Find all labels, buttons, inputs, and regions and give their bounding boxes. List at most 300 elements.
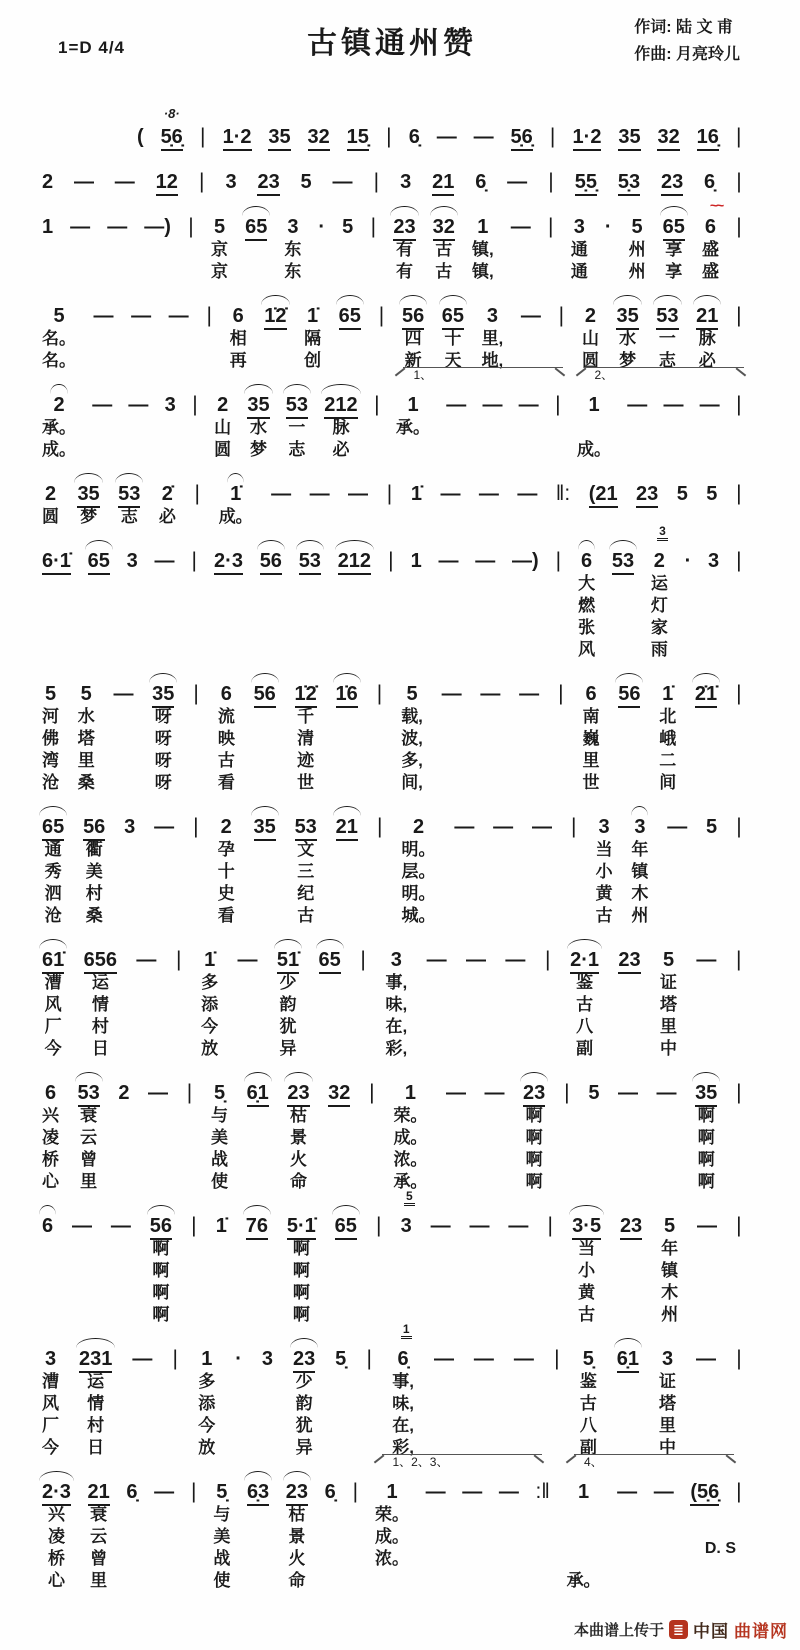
- note-token: 21: [336, 815, 358, 839]
- lyric-syllable: 放: [201, 1039, 219, 1058]
- lyric-syllable: 啊: [152, 1239, 170, 1258]
- lyric-syllable: 镇: [631, 862, 649, 881]
- barline: [200, 125, 206, 149]
- note-column: [124, 815, 135, 927]
- note-column: [400, 170, 411, 194]
- note-token: |: [374, 393, 380, 416]
- note-column: [154, 1480, 174, 1592]
- note-token: |: [736, 1347, 742, 1370]
- note-token: 1: [42, 216, 54, 238]
- note-token: 6̣: [704, 171, 716, 193]
- note-token: —: [510, 216, 531, 238]
- note-token: 1̇6: [336, 682, 358, 706]
- note-column: [247, 393, 269, 461]
- note-token: 6̣: [126, 1481, 138, 1503]
- lyric-syllable: 衰: [80, 1106, 98, 1125]
- note-token: |: [549, 125, 556, 148]
- note-token: |: [736, 304, 742, 327]
- note-column: [144, 215, 171, 283]
- note-column: [393, 1081, 427, 1193]
- note-column: [271, 482, 291, 528]
- lyric-syllable: 使: [213, 1571, 231, 1590]
- note-column: [475, 549, 495, 661]
- note-column: [42, 1081, 59, 1193]
- note-column: [127, 549, 138, 661]
- note-column: [137, 125, 144, 149]
- note-token: |: [360, 948, 366, 971]
- lyric-syllable: 山: [581, 329, 599, 348]
- lyric-syllable: 添: [201, 995, 219, 1014]
- barline: [736, 304, 742, 372]
- note-column: [214, 549, 243, 661]
- note-token: 3: [598, 816, 610, 838]
- note-token: |: [199, 125, 206, 148]
- lyric-syllable: 塔: [660, 995, 678, 1014]
- note-token: 65: [339, 304, 361, 328]
- barline: [736, 393, 742, 461]
- note-token: |: [376, 1214, 382, 1237]
- note-column: [618, 170, 640, 194]
- note-token: —: [663, 394, 684, 416]
- note-column: [128, 393, 148, 461]
- barline: [176, 948, 182, 1060]
- note-token: —: [505, 949, 526, 971]
- lyric-syllable: 兴: [42, 1106, 59, 1125]
- note-column: [612, 549, 634, 661]
- note-token: —: [425, 1481, 446, 1503]
- note-token: 5: [706, 816, 718, 838]
- note-token: —: [436, 126, 457, 148]
- note-token: —: [441, 683, 462, 705]
- note-column: [470, 1214, 490, 1326]
- note-column: [219, 482, 253, 528]
- note-token: —: [114, 171, 135, 193]
- note-column: [475, 170, 486, 194]
- lyric-syllable: 中: [659, 1438, 676, 1457]
- note-token: —: [107, 216, 128, 238]
- note-token: —: [653, 1481, 674, 1503]
- note-column: [155, 549, 175, 661]
- note-column: [577, 368, 614, 461]
- note-token: |: [188, 215, 194, 238]
- header: [42, 8, 742, 104]
- lyric-syllable: 东: [284, 240, 302, 259]
- note-token: 2: [584, 305, 596, 327]
- note-column: [617, 1480, 637, 1592]
- note-token: 1 2、: [588, 393, 599, 417]
- note-token: 2·1: [570, 948, 599, 972]
- lyric-syllable: 黄: [595, 884, 613, 903]
- lyric-syllable: 浓。: [393, 1150, 428, 1169]
- lyric-syllable: 间,: [401, 773, 423, 792]
- note-token: 3: [126, 550, 138, 572]
- note-column: [42, 948, 64, 1060]
- note-token: 6̣1: [247, 1081, 269, 1105]
- note-column: [201, 948, 218, 1060]
- lyric-syllable: 燃: [578, 596, 596, 615]
- lyric-syllable: 梦: [249, 440, 267, 459]
- note-token: (5̣6̣: [690, 1480, 719, 1504]
- barline: [736, 170, 742, 194]
- lyric-syllable: 圆: [42, 507, 59, 526]
- note-token: 6·1̇: [42, 549, 71, 573]
- lyric-syllable: 副: [576, 1039, 594, 1058]
- lyric-syllable: 中: [660, 1039, 678, 1058]
- note-token: 6̣3: [247, 1480, 269, 1504]
- lyric-syllable: 流: [217, 707, 235, 726]
- lyric-syllable: 北: [659, 707, 677, 726]
- note-token: 56: [254, 682, 276, 706]
- note-column: [42, 215, 53, 283]
- note-token: |: [736, 1480, 742, 1503]
- lyric-syllable: 沧: [42, 773, 59, 792]
- note-column: [573, 125, 602, 149]
- note-column: [442, 304, 464, 372]
- note-token: 5̣: [216, 1481, 228, 1503]
- note-token: —: [445, 1082, 466, 1104]
- note-token: |: [736, 482, 742, 505]
- note-token: 2: [220, 816, 232, 838]
- note-token: 3: [287, 216, 299, 238]
- note-column: [696, 304, 718, 372]
- barline: [194, 482, 200, 528]
- note-token: 1·2: [223, 125, 252, 149]
- lyric-syllable: 鉴: [576, 973, 594, 992]
- note-token: 5: [53, 305, 65, 327]
- note-token: 2̇1̇: [695, 682, 717, 706]
- note-token: —: [469, 1215, 490, 1237]
- note-token: 53: [299, 549, 321, 573]
- note-token: 23: [287, 1081, 309, 1105]
- note-column: [427, 948, 447, 1060]
- note-token: 3: [486, 305, 498, 327]
- barline: [736, 549, 742, 661]
- note-token: 23: [286, 1480, 308, 1504]
- lyric-syllable: 成。: [577, 440, 612, 459]
- lyric-syllable: 载,: [401, 707, 423, 726]
- note-token: 35: [77, 482, 99, 506]
- lyric-syllable: 枯: [289, 1106, 307, 1125]
- note-column: [663, 215, 685, 283]
- note-token: 3: [573, 216, 585, 238]
- barline: [191, 549, 197, 661]
- lyric-syllable: 享: [665, 262, 683, 281]
- lyric-syllable: 通: [44, 840, 62, 859]
- note-column: [663, 393, 683, 461]
- lyric-syllable: 梦: [80, 507, 98, 526]
- barline: [545, 948, 551, 1060]
- note-column: [165, 393, 176, 461]
- note-token: 5: [80, 683, 92, 705]
- note-column: [677, 482, 688, 528]
- lyric-syllable: 有: [395, 262, 413, 281]
- lyric-syllable: 十: [444, 329, 462, 348]
- note-column: [308, 125, 330, 149]
- lyric-syllable: 美: [213, 1527, 231, 1546]
- note-token: —: [478, 483, 499, 505]
- note-token: 1̇: [662, 683, 674, 705]
- lyric-syllable: 一: [658, 329, 676, 348]
- lyric-syllable: 古: [579, 1394, 597, 1413]
- note-column: [432, 170, 454, 194]
- note-token: |: [176, 948, 182, 971]
- lyric-syllable: 味,: [392, 1394, 414, 1413]
- score-system: [42, 1066, 742, 1193]
- lyric-syllable: 啊: [525, 1106, 543, 1125]
- lyric-syllable: 必: [158, 507, 176, 526]
- lyric-syllable: 证: [659, 1372, 676, 1391]
- note-token: |: [190, 1480, 197, 1503]
- lyric-syllable: 成。: [218, 507, 253, 526]
- barline: [736, 482, 742, 528]
- score-system: [42, 800, 742, 927]
- note-column: [392, 1322, 414, 1459]
- note-token: 53: [656, 304, 678, 328]
- note-token: 6: [220, 683, 232, 705]
- lyric-syllable: 使: [211, 1172, 229, 1191]
- note-column: [402, 815, 436, 927]
- note-column: [474, 125, 494, 149]
- note-column: [627, 393, 647, 461]
- note-column: [84, 948, 117, 1060]
- lyric-syllable: 犹: [295, 1416, 313, 1435]
- lyric-syllable: 味,: [385, 995, 408, 1014]
- note-token: |: [736, 215, 742, 238]
- note-column: [88, 1480, 110, 1592]
- note-column: [247, 1480, 269, 1592]
- note-token: 656: [84, 948, 117, 972]
- lyric-syllable: 佛: [42, 729, 59, 748]
- barline: [191, 1480, 197, 1592]
- lyric-syllable: 志: [658, 351, 676, 370]
- lyric-syllable: 当: [595, 840, 613, 859]
- tuplet-number: 3: [657, 525, 668, 541]
- note-token: 23: [661, 170, 683, 194]
- note-token: —: [93, 305, 114, 327]
- note-column: [514, 1347, 534, 1459]
- barline: [377, 815, 383, 927]
- lyric-syllable: 彩,: [392, 1438, 414, 1457]
- lyric-syllable: 里: [660, 1017, 678, 1036]
- lyric-syllable: 明。: [401, 884, 436, 903]
- note-token: |: [555, 393, 561, 416]
- barline: [736, 1347, 742, 1459]
- lyric-syllable: 桑: [85, 906, 103, 925]
- barline: [369, 1081, 375, 1193]
- note-column: [299, 549, 321, 661]
- note-column: [466, 948, 486, 1060]
- note-token: 5: [664, 1215, 676, 1237]
- lyric-syllable: 情: [87, 1394, 105, 1413]
- note-column: [706, 815, 717, 927]
- lyric-syllable: 文: [297, 840, 315, 859]
- note-token: 212: [338, 549, 371, 573]
- note-column: [319, 948, 341, 1060]
- lyric-syllable: 放: [198, 1438, 216, 1457]
- note-token: 56: [402, 304, 424, 328]
- lyric-syllable: 在,: [385, 1017, 408, 1036]
- note-token: 3: [661, 1348, 674, 1370]
- note-token: —: [531, 816, 552, 838]
- lyric-syllable: 镇,: [471, 262, 494, 281]
- note-token: 3: [225, 171, 237, 193]
- note-column: [571, 215, 588, 283]
- note-token: 65: [319, 948, 341, 972]
- note-token: —: [92, 394, 113, 416]
- note-token: 5: [300, 171, 312, 193]
- note-token: |: [736, 948, 742, 971]
- note-column: [348, 482, 368, 528]
- lyric-syllable: 志: [288, 440, 306, 459]
- note-token: 3: [708, 550, 720, 572]
- lyric-syllable: 塔: [77, 729, 95, 748]
- lyric-syllable: 京: [211, 240, 229, 259]
- note-token: |: [206, 304, 212, 327]
- lyric-syllable: 圆: [214, 440, 232, 459]
- lyric-syllable: 成。: [375, 1527, 409, 1546]
- note-token: 35: [616, 304, 638, 328]
- note-token: 3·5: [572, 1214, 601, 1238]
- note-token: |: [376, 682, 383, 705]
- note-column: [42, 549, 71, 661]
- note-column: [695, 1081, 717, 1193]
- note-token: —: [136, 949, 157, 971]
- note-column: [434, 1347, 454, 1459]
- note-column: [154, 815, 174, 927]
- note-token: 5: [406, 683, 418, 705]
- barline: [388, 549, 394, 661]
- note-column: [148, 1081, 168, 1193]
- note-token: ·: [684, 550, 692, 572]
- note-token: 6 ~~: [705, 215, 716, 239]
- barline: [550, 125, 556, 149]
- lyric-syllable: 古: [297, 906, 315, 925]
- note-token: |: [369, 1081, 375, 1104]
- note-token: 1: [201, 1348, 213, 1370]
- barline: [188, 215, 194, 283]
- key-signature: 1=D 4/4: [58, 38, 126, 57]
- note-column: [150, 1214, 172, 1326]
- note-token: |: [558, 304, 565, 327]
- note-column: [582, 304, 599, 372]
- lyric-syllable: 水: [77, 707, 95, 726]
- lyric-syllable: 鉴: [579, 1372, 597, 1391]
- note-column: [657, 1081, 677, 1193]
- lyric-syllable: 享: [665, 240, 683, 259]
- note-column: [636, 482, 658, 528]
- note-token: 5̣3: [618, 170, 640, 194]
- note-token: |: [548, 170, 554, 193]
- note-token: 61̇: [42, 948, 64, 972]
- score-system: [42, 467, 742, 528]
- lyric-syllable: 十: [217, 862, 235, 881]
- lyric-syllable: 再: [229, 351, 247, 370]
- lyric-syllable: 火: [288, 1549, 306, 1568]
- note-token: |: [736, 682, 742, 705]
- note-column: [512, 549, 539, 661]
- note-column: [588, 1081, 599, 1193]
- note-column: [223, 125, 252, 149]
- note-token: 5̣: [213, 1082, 226, 1104]
- note-column: [433, 215, 455, 283]
- note-token: |: [192, 393, 198, 416]
- score-system: [42, 667, 742, 794]
- note-token: 6̣: [475, 171, 487, 193]
- lyric-syllable: 心: [42, 1172, 59, 1191]
- note-column: [78, 1081, 100, 1193]
- note-column: [411, 549, 422, 661]
- note-column: [472, 215, 494, 283]
- note-column: [136, 948, 156, 1060]
- note-column: [409, 125, 420, 149]
- lyric-syllable: 大: [578, 574, 596, 593]
- note-column: [284, 215, 301, 283]
- note-token: 2: [217, 394, 229, 416]
- note-token: —: [513, 1348, 534, 1370]
- note-column: [74, 170, 94, 194]
- note-column: [268, 125, 290, 149]
- note-column: [324, 393, 357, 461]
- note-token: |: [545, 948, 551, 971]
- note-column: [618, 1081, 638, 1193]
- lyric-syllable: 三: [297, 862, 315, 881]
- note-token: —: [440, 483, 461, 505]
- lyric-syllable: 有: [395, 240, 413, 259]
- lyric-syllable: 灯: [650, 596, 668, 615]
- lyric-syllable: 景: [289, 1128, 307, 1147]
- note-token: —: [426, 949, 447, 971]
- note-token: 1 4、: [578, 1480, 589, 1504]
- lyric-syllable: 厂: [44, 1017, 62, 1036]
- lyric-syllable: 承。: [566, 1571, 601, 1590]
- lyric-syllable: 美: [211, 1128, 229, 1147]
- lyric-syllable: 啊: [697, 1128, 715, 1147]
- note-token: 6: [581, 550, 593, 572]
- note-token: 35: [618, 125, 640, 149]
- note-column: [659, 1347, 676, 1459]
- note-token: —: [147, 1082, 168, 1104]
- volta-bracket: 2、: [584, 367, 744, 382]
- note-column: [580, 1347, 597, 1459]
- note-token: —: [519, 683, 540, 705]
- note-column: [42, 682, 59, 794]
- lyric-syllable: 村: [85, 884, 103, 903]
- note-token: —: [484, 1082, 505, 1104]
- note-column: [620, 1214, 642, 1326]
- note-column: [631, 815, 648, 927]
- lyric-syllable: 古: [435, 262, 453, 281]
- note-column: [578, 549, 595, 661]
- note-token: —: [699, 394, 720, 416]
- note-token: 65: [245, 215, 267, 239]
- note-token: 1̇2̇: [264, 304, 286, 328]
- note-token: —: [128, 394, 149, 416]
- barline: [555, 549, 561, 661]
- score-system: [42, 524, 742, 661]
- lyric-syllable: 成。: [42, 440, 76, 459]
- lyric-syllable: 城。: [401, 906, 436, 925]
- note-column: [659, 682, 676, 794]
- lyric-syllable: 水: [619, 329, 637, 348]
- lyric-syllable: 凌: [47, 1527, 65, 1546]
- note-column: [442, 682, 462, 794]
- ottava-mark: ·8·: [163, 106, 180, 121]
- note-column: [277, 948, 299, 1060]
- note-column: [575, 170, 597, 194]
- note-column: [523, 1081, 545, 1193]
- lyric-syllable: 古: [578, 1305, 596, 1324]
- lyric-syllable: 啊: [525, 1172, 543, 1191]
